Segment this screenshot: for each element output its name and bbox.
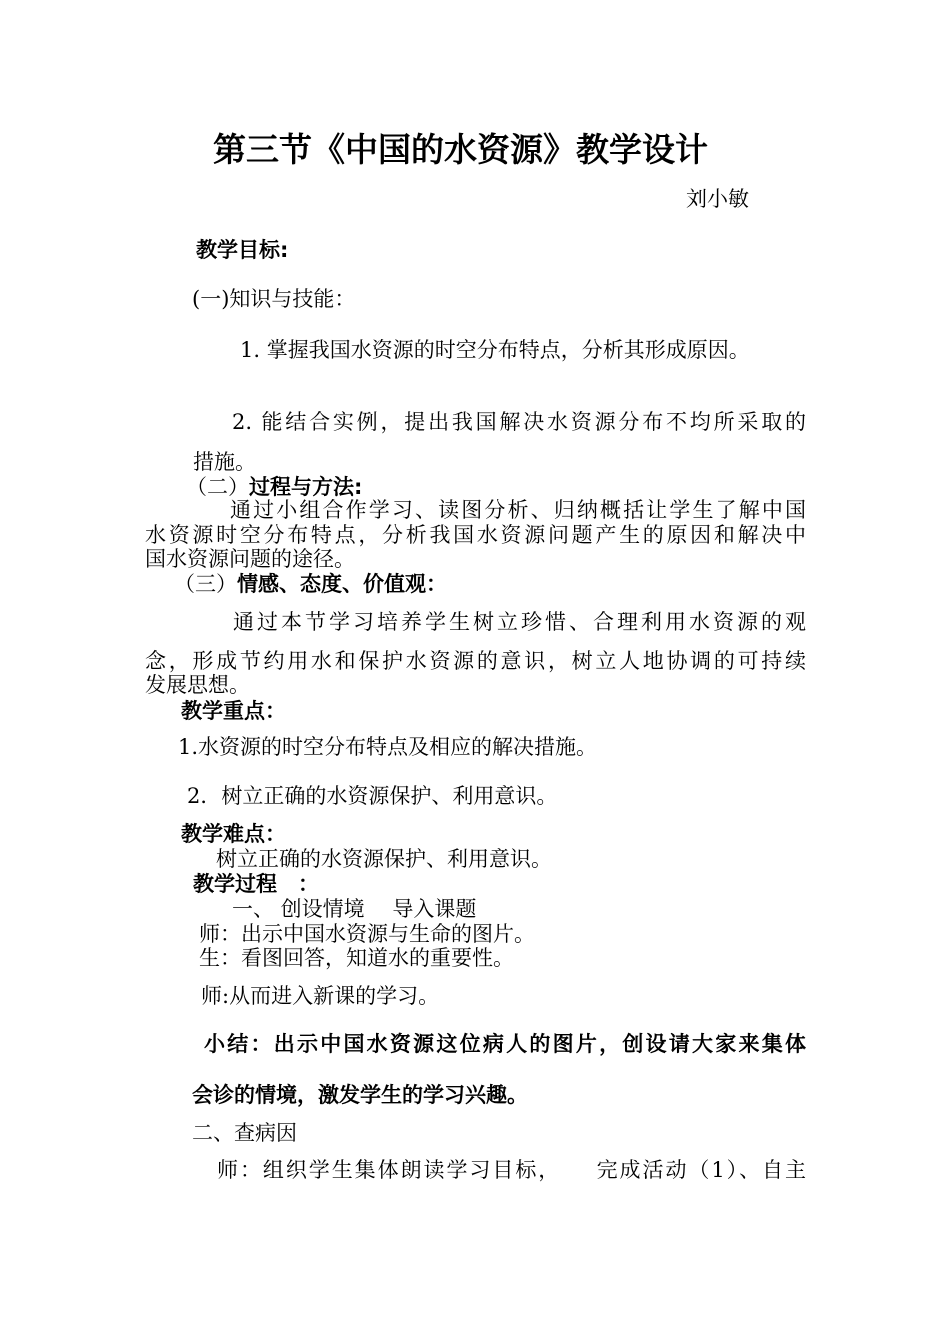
document-title: 第三节《中国的水资源》教学设计 (213, 130, 708, 169)
knowledge-heading: (一)知识与技能： (192, 287, 356, 311)
process-line-3: 国水资源问题的途径。 (145, 547, 355, 571)
step-1-title: 一、 创设情境 导入课题 (232, 897, 477, 921)
step-2-title: 二、查病因 (192, 1121, 297, 1145)
student-line-1: 生：看图回答，知道水的重要性。 (199, 946, 514, 970)
summary-line-2: 会诊的情境，激发学生的学习兴趣。 (192, 1083, 528, 1107)
knowledge-item-2-line-2: 措施。 (193, 450, 256, 474)
key-point-2: 2．树立正确的水资源保护、利用意识。 (187, 784, 558, 808)
values-line-2: 念，形成节约用水和保护水资源的意识，树立人地协调的可持续 (145, 649, 806, 673)
values-heading-line (174, 572, 447, 596)
difficulties-heading: 教学难点： (181, 822, 286, 846)
knowledge-item-2-line-1: 2. 能结合实例，提出我国解决水资源分布不均所采取的 (232, 410, 806, 434)
knowledge-item-1: 1. 掌握我国水资源的时空分布特点，分析其形成原因。 (240, 338, 750, 362)
values-line-1: 通过本节学习培养学生树立珍惜、合理利用水资源的观 (233, 610, 806, 634)
procedure-heading: 教学过程 ： (193, 872, 319, 896)
objectives-heading: 教学目标: (196, 238, 289, 262)
values-heading: 情感、态度、价值观： (237, 572, 447, 596)
teacher-line-3: 师：组织学生集体朗读学习目标， 完成活动（1）、自主 (217, 1158, 806, 1182)
values-prefix: （三） (174, 572, 237, 596)
difficulty-item: 树立正确的水资源保护、利用意识。 (216, 847, 552, 871)
summary-line-1: 小结：出示中国水资源这位病人的图片，创设请大家来集体 (204, 1032, 806, 1056)
key-point-1: 1.水资源的时空分布特点及相应的解决措施。 (178, 735, 598, 759)
process-prefix: （二） (186, 475, 249, 499)
teacher-line-1: 师：出示中国水资源与生命的图片。 (199, 922, 535, 946)
key-points-heading: 教学重点： (181, 699, 286, 723)
process-heading-line (186, 475, 362, 499)
author-name: 刘小敏 (686, 187, 749, 211)
process-line-2: 水资源时空分布特点，分析我国水资源问题产生的原因和解决中 (145, 523, 806, 547)
process-heading: 过程与方法: (249, 475, 363, 499)
teacher-line-2: 师:从而进入新课的学习。 (201, 984, 440, 1008)
process-line-1: 通过小组合作学习、读图分析、归纳概括让学生了解中国 (230, 498, 806, 522)
values-line-3: 发展思想。 (145, 673, 250, 697)
